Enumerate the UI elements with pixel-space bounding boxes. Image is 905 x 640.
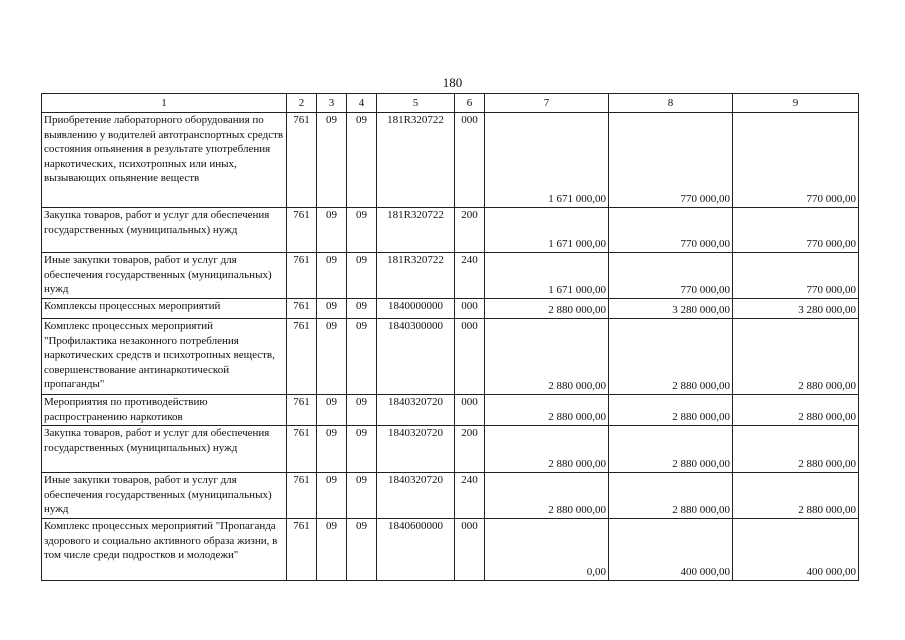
row-code: 1840300000: [377, 319, 455, 395]
row-amount: 1 671 000,00: [485, 253, 609, 299]
row-amount: 2 880 000,00: [733, 395, 859, 426]
table-row: [42, 319, 859, 395]
budget-table: [41, 93, 859, 581]
row-code: 761: [287, 299, 317, 319]
row-code: 09: [347, 208, 377, 253]
row-amount: 770 000,00: [733, 253, 859, 299]
row-name: Закупка товаров, работ и услуг для обеспечения государственных (муниципальных) нужд: [42, 426, 287, 473]
row-amount: 770 000,00: [733, 113, 859, 208]
column-header: 5: [377, 94, 455, 113]
row-name: Закупка товаров, работ и услуг для обеспечения государственных (муниципальных) нужд: [42, 208, 287, 253]
row-amount: 400 000,00: [609, 519, 733, 581]
row-code: 09: [317, 299, 347, 319]
row-name: Комплекс процессных мероприятий "Пропаганда здорового и социально активного образа жизни, в том числе среди подростков и молодежи": [42, 519, 287, 581]
column-header: 4: [347, 94, 377, 113]
row-code: 1840320720: [377, 395, 455, 426]
row-code: 200: [455, 426, 485, 473]
page-number: 180: [442, 75, 463, 90]
row-code: 09: [317, 473, 347, 519]
row-code: 761: [287, 113, 317, 208]
row-code: 000: [455, 519, 485, 581]
column-header: 1: [42, 94, 287, 113]
column-header: 3: [317, 94, 347, 113]
row-code: 761: [287, 253, 317, 299]
row-name: Комплекс процессных мероприятий "Профилактика незаконного потребления наркотических средств и психотропных веществ, совершенствование антинаркотической пропаганды": [42, 319, 287, 395]
row-amount: 2 880 000,00: [609, 426, 733, 473]
row-code: 1840320720: [377, 426, 455, 473]
row-code: 761: [287, 395, 317, 426]
row-amount: 770 000,00: [609, 113, 733, 208]
row-code: 1840000000: [377, 299, 455, 319]
row-name: Комплексы процессных мероприятий: [42, 299, 287, 319]
row-code: 09: [317, 395, 347, 426]
column-header: 6: [455, 94, 485, 113]
header-row: [42, 94, 859, 113]
row-name: Приобретение лабораторного оборудования по выявлению у водителей автотранспортных средств состояния опьянения в результате употребления наркотических, психотропных или иных, вызывающих опьянение веществ: [42, 113, 287, 208]
row-code: 761: [287, 319, 317, 395]
table-row: [42, 299, 859, 319]
row-code: 240: [455, 253, 485, 299]
row-amount: 770 000,00: [733, 208, 859, 253]
row-code: 761: [287, 473, 317, 519]
row-amount: 2 880 000,00: [485, 426, 609, 473]
row-code: 09: [347, 253, 377, 299]
row-amount: 770 000,00: [609, 253, 733, 299]
row-code: 09: [317, 519, 347, 581]
row-amount: 400 000,00: [733, 519, 859, 581]
row-code: 1840600000: [377, 519, 455, 581]
row-amount: 2 880 000,00: [733, 319, 859, 395]
table-row: [42, 253, 859, 299]
table-row: [42, 208, 859, 253]
row-code: 09: [347, 395, 377, 426]
row-code: 761: [287, 519, 317, 581]
row-amount: 1 671 000,00: [485, 113, 609, 208]
row-amount: 2 880 000,00: [733, 426, 859, 473]
row-code: 000: [455, 113, 485, 208]
row-code: 09: [347, 299, 377, 319]
row-name: Иные закупки товаров, работ и услуг для обеспечения государственных (муниципальных) нужд: [42, 253, 287, 299]
row-code: 000: [455, 319, 485, 395]
row-code: 181R320722: [377, 253, 455, 299]
row-amount: 3 280 000,00: [609, 299, 733, 319]
row-amount: 2 880 000,00: [609, 319, 733, 395]
column-header: 7: [485, 94, 609, 113]
table-row: [42, 113, 859, 208]
row-amount: 1 671 000,00: [485, 208, 609, 253]
row-amount: 3 280 000,00: [733, 299, 859, 319]
row-code: 000: [455, 395, 485, 426]
row-code: 240: [455, 473, 485, 519]
row-code: 09: [347, 519, 377, 581]
row-code: 09: [317, 253, 347, 299]
column-header: 9: [733, 94, 859, 113]
row-name: Мероприятия по противодействию распространению наркотиков: [42, 395, 287, 426]
row-amount: 2 880 000,00: [609, 395, 733, 426]
row-amount: 2 880 000,00: [609, 473, 733, 519]
row-code: 09: [317, 426, 347, 473]
row-code: 09: [347, 473, 377, 519]
row-code: 000: [455, 299, 485, 319]
row-code: 09: [317, 208, 347, 253]
row-code: 181R320722: [377, 113, 455, 208]
row-code: 09: [347, 319, 377, 395]
row-amount: 2 880 000,00: [733, 473, 859, 519]
table-row: [42, 426, 859, 473]
table-row: [42, 395, 859, 426]
row-code: 09: [347, 426, 377, 473]
row-amount: 2 880 000,00: [485, 319, 609, 395]
column-header: 2: [287, 94, 317, 113]
row-code: 200: [455, 208, 485, 253]
row-code: 1840320720: [377, 473, 455, 519]
table-row: [42, 519, 859, 581]
column-header: 8: [609, 94, 733, 113]
table-row: [42, 473, 859, 519]
row-amount: 2 880 000,00: [485, 299, 609, 319]
row-code: 761: [287, 208, 317, 253]
row-amount: 0,00: [485, 519, 609, 581]
row-amount: 770 000,00: [609, 208, 733, 253]
row-amount: 2 880 000,00: [485, 395, 609, 426]
row-name: Иные закупки товаров, работ и услуг для обеспечения государственных (муниципальных) нужд: [42, 473, 287, 519]
row-code: 09: [317, 319, 347, 395]
row-code: 09: [347, 113, 377, 208]
row-amount: 2 880 000,00: [485, 473, 609, 519]
row-code: 761: [287, 426, 317, 473]
row-code: 181R320722: [377, 208, 455, 253]
row-code: 09: [317, 113, 347, 208]
